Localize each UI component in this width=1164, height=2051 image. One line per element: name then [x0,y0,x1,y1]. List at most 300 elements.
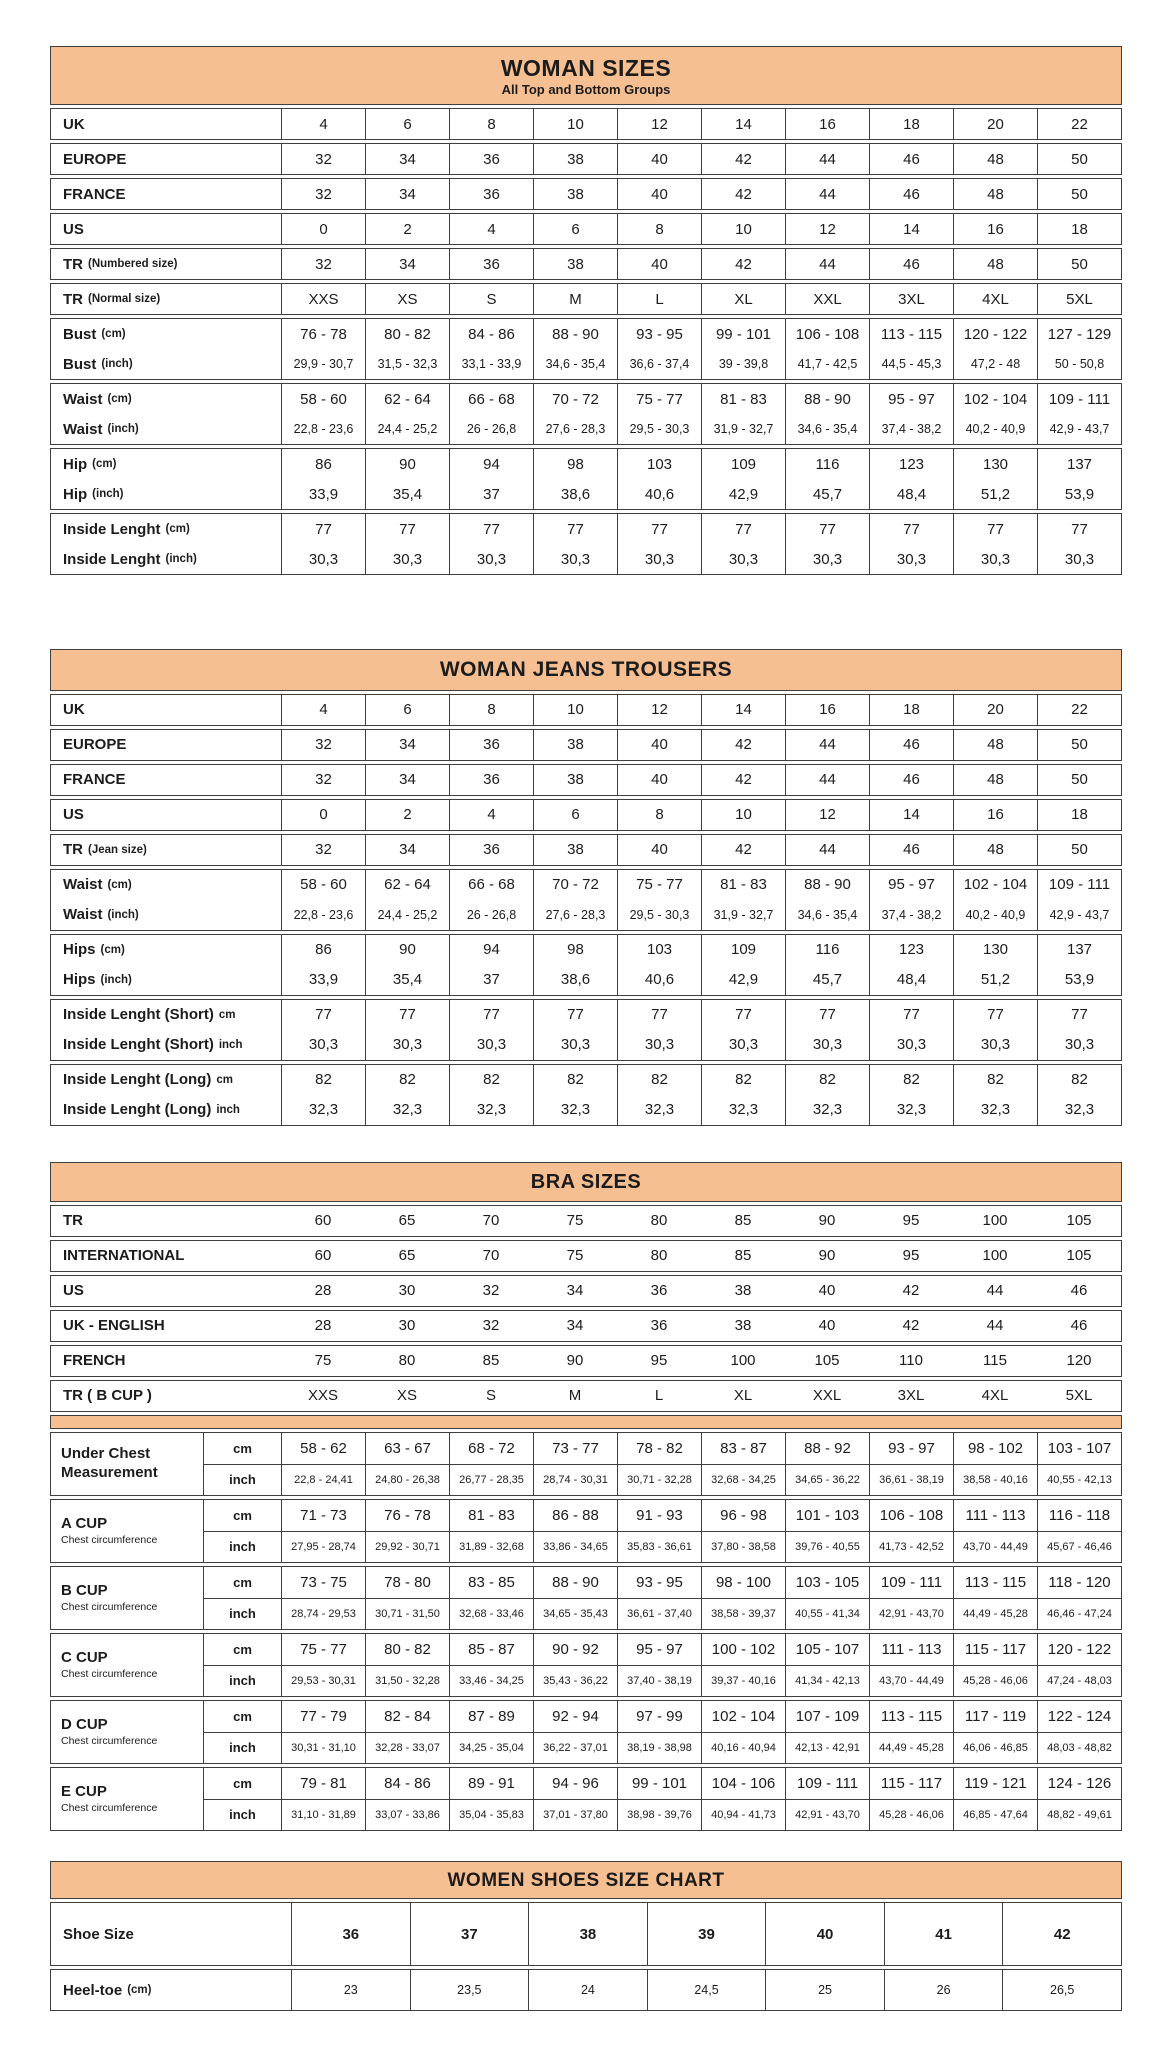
row-label [51,249,281,279]
women-shoes-size-chart-table [50,1861,1122,2012]
size-value-cell: 77 [281,514,365,544]
size-value-cell: 28,74 - 29,53 [281,1598,365,1629]
size-value-cell: 32 [482,1317,500,1335]
row-label-main: TR [63,1212,83,1230]
size-value-cell: 35,43 - 36,22 [533,1665,617,1696]
row-label [51,1311,281,1341]
woman-jeans-trousers-table [50,649,1122,1125]
row-label-sub: (Jean size) [88,843,147,856]
size-value-cell: 37,80 - 38,58 [701,1531,785,1562]
row-label [51,179,281,209]
size-value-cell: 40,6 [617,479,701,509]
size-value-cell: 50 [1037,765,1121,795]
size-value-cell: 44,49 - 45,28 [953,1598,1037,1629]
size-value-cell: 34 [365,835,449,865]
size-value-cell: 122 - 124 [1037,1701,1121,1732]
size-value-cell: 41,34 - 42,13 [785,1665,869,1696]
size-value-cell: 45,7 [785,479,869,509]
unit-label: cm [203,1634,281,1665]
size-value-cell: 83 - 87 [701,1433,785,1464]
size-value-cell: 22,8 - 23,6 [281,900,365,930]
size-value-cell: 30,3 [953,1030,1037,1060]
size-value-cell: 80 - 82 [365,1634,449,1665]
size-value-cell: 32,3 [365,1095,449,1125]
size-value-cell: 81 - 83 [701,870,785,900]
size-value-cell: 36,6 - 37,4 [617,349,701,379]
size-value-cell: 50 - 50,8 [1037,349,1121,379]
size-value-cell: 30,3 [869,1030,953,1060]
size-value-cell: 16 [785,695,869,725]
size-value-cell: 31,9 - 32,7 [701,414,785,444]
row-label [51,1634,203,1696]
row-label-main: UK [63,701,85,719]
size-value-cell: 60 [314,1247,332,1265]
row-label-main: Bust [63,325,97,343]
size-value-cell: 53,9 [1037,965,1121,995]
size-value-cell: S [485,1387,496,1405]
size-value-cell: 44 [785,144,869,174]
row-label-main: Waist [63,876,103,894]
size-value-cell: 40,2 - 40,9 [953,900,1037,930]
row-label-main: D CUP [61,1715,108,1733]
size-value-cell: 36 [650,1317,668,1335]
size-value-cell: 102 - 104 [953,870,1037,900]
size-value-cell: 3XL [869,284,953,314]
table-subtitle: All Top and Bottom Groups [501,82,671,98]
size-value-cell: 34,6 - 35,4 [533,349,617,379]
table-row-group [50,799,1122,831]
size-value-cell: 32,68 - 33,46 [449,1598,533,1629]
size-value-cell: 105 - 107 [785,1634,869,1665]
size-value-cell: 32,3 [1037,1095,1121,1125]
size-value-cell: 113 - 115 [869,1701,953,1732]
size-value-cell: 137 [1037,449,1121,479]
row-label-main: Waist [63,420,103,438]
size-value-cell: 32 [281,730,365,760]
size-value-cell: 31,10 - 31,89 [281,1799,365,1830]
size-value-cell: 30,3 [365,1030,449,1060]
row-label-main: TR [63,290,83,308]
size-value-cell: 36,61 - 37,40 [617,1598,701,1629]
size-value-cell: 33,86 - 34,65 [533,1531,617,1562]
size-value-cell: 40,55 - 42,13 [1037,1464,1121,1495]
size-value-cell: 95 - 97 [869,870,953,900]
size-value-cell: 46,85 - 47,64 [953,1799,1037,1830]
size-value-cell: 16 [953,800,1037,830]
size-value-cell: 36 [449,144,533,174]
size-value-cell: 113 - 115 [869,319,953,349]
size-value-cell: 38,6 [533,965,617,995]
table-row-group [50,213,1122,245]
row-label [51,1346,281,1376]
size-value-cell: 32,3 [617,1095,701,1125]
size-value-cell: 39 [647,1903,766,1965]
size-value-cell: 30,3 [449,1030,533,1060]
size-value-cell: 95 [902,1247,920,1265]
size-value-cell: 109 - 111 [785,1768,869,1799]
size-value-cell: 98 [533,935,617,965]
size-value-cell: 77 [785,514,869,544]
size-value-cell: 85 [482,1352,500,1370]
table-row-group [50,764,1122,796]
size-value-cell: 90 - 92 [533,1634,617,1665]
row-label-main: FRENCH [63,1352,126,1370]
size-value-cell: 82 [953,1065,1037,1095]
size-value-cell: 83 - 85 [449,1567,533,1598]
row-label-main: A CUP [61,1514,108,1532]
row-label [51,284,281,314]
size-value-cell: 44,49 - 45,28 [869,1732,953,1763]
size-value-cell: 30,3 [785,1030,869,1060]
size-value-cell: 32,3 [869,1095,953,1125]
size-value-cell: 44 [785,179,869,209]
size-value-cell: 38 [734,1282,752,1300]
table-row-group [50,248,1122,280]
size-value-cell: 40,16 - 40,94 [701,1732,785,1763]
size-value-cell: 48,4 [869,479,953,509]
size-value-cell: 50 [1037,179,1121,209]
size-value-cell: 4XL [981,1387,1009,1405]
row-label-main: Bust [63,355,97,373]
size-value-cell: 26 - 26,8 [449,414,533,444]
size-value-cell: 103 [617,449,701,479]
size-value-cell: 27,6 - 28,3 [533,900,617,930]
size-value-cell: 8 [449,695,533,725]
size-value-cell: 46 [869,179,953,209]
size-value-cell: 8 [617,214,701,244]
size-value-cell: 6 [365,695,449,725]
size-value-cell: 28,74 - 30,31 [533,1464,617,1495]
size-value-cell: 94 [449,449,533,479]
size-value-cell: 58 - 60 [281,870,365,900]
size-value-cell: 48 [953,765,1037,795]
row-label [51,1701,203,1763]
size-value-cell: 42 [701,765,785,795]
size-value-cell: 40 [617,249,701,279]
size-value-cell: XXS [281,284,365,314]
row-label-main: Hips [63,971,96,989]
size-value-cell: S [449,284,533,314]
size-value-cell: 88 - 92 [785,1433,869,1464]
size-value-cell: 12 [617,695,701,725]
row-label-main: TR [63,255,83,273]
size-value-cell: 80 - 82 [365,319,449,349]
size-value-cell: 84 - 86 [449,319,533,349]
size-value-cell: 66 - 68 [449,384,533,414]
size-value-cell: 81 - 83 [449,1500,533,1531]
size-value-cell: 14 [869,214,953,244]
size-value-cell: 6 [533,214,617,244]
size-value-cell: 34 [365,765,449,795]
size-value-cell: 33,46 - 34,25 [449,1665,533,1696]
size-value-cell: 32,3 [785,1095,869,1125]
size-value-cell: 35,83 - 36,61 [617,1531,701,1562]
row-label [51,479,281,509]
size-value-cell: 97 - 99 [617,1701,701,1732]
unit-label: inch [203,1598,281,1629]
size-value-cell: 40 [765,1903,884,1965]
size-value-cell: 95 - 97 [869,384,953,414]
size-value-cell: 4 [449,214,533,244]
size-value-cell: 20 [953,695,1037,725]
size-value-cell: 77 [869,1000,953,1030]
size-value-cell: 22,8 - 23,6 [281,414,365,444]
size-value-cell: 6 [533,800,617,830]
table-row-group [50,934,1122,996]
size-value-cell: 82 [617,1065,701,1095]
row-label [51,1241,281,1271]
row-label-sub: Chest circumference [61,1667,158,1680]
size-value-cell: 77 [785,1000,869,1030]
size-value-cell: 31,5 - 32,3 [365,349,449,379]
size-value-cell: 76 - 78 [365,1500,449,1531]
size-value-cell: 32,3 [533,1095,617,1125]
size-value-cell: XXL [785,284,869,314]
size-value-cell: 43,70 - 44,49 [869,1665,953,1696]
size-value-cell: 116 [785,935,869,965]
size-value-cell: 18 [869,695,953,725]
size-value-cell: 40,6 [617,965,701,995]
size-value-cell: 96 - 98 [701,1500,785,1531]
table-row-group [50,999,1122,1061]
size-value-cell: 40,55 - 41,34 [785,1598,869,1629]
size-value-cell: 123 [869,935,953,965]
size-value-cell: 120 - 122 [1037,1634,1121,1665]
size-value-cell: 5XL [1037,284,1121,314]
size-value-cell: 32,68 - 34,25 [701,1464,785,1495]
size-value-cell: 30,3 [701,544,785,574]
size-value-cell: 38,6 [533,479,617,509]
size-value-cell: 46 [869,765,953,795]
size-value-cell: 45,7 [785,965,869,995]
row-label [51,1433,203,1495]
size-value-cell: 94 [449,935,533,965]
size-value-cell: 18 [869,109,953,139]
row-label [51,1567,203,1629]
size-value-cell: 82 - 84 [365,1701,449,1732]
row-label [51,544,281,574]
row-label-main: Hip [63,455,88,473]
size-value-cell: XXL [812,1387,842,1405]
row-label [51,1065,281,1095]
size-value-cell: 38 [533,249,617,279]
size-value-cell: 22 [1037,109,1121,139]
size-value-cell: 89 - 91 [449,1768,533,1799]
size-value-cell: 30,3 [869,544,953,574]
size-value-cell: 12 [617,109,701,139]
size-value-cell: 36 [449,730,533,760]
size-value-cell: 50 [1037,249,1121,279]
size-value-cell: 98 - 102 [953,1433,1037,1464]
size-value-cell: 37,4 - 38,2 [869,900,953,930]
row-label-main: Waist [63,906,103,924]
table-row-group [50,834,1122,866]
size-value-cell: 34 [365,179,449,209]
row-label-main: E CUP [61,1782,107,1800]
table-header [50,1162,1122,1202]
row-label [51,349,281,379]
unit-label: cm [203,1567,281,1598]
size-value-cell: 34 [566,1282,584,1300]
size-value-cell: 111 - 113 [953,1500,1037,1531]
size-value-cell: 77 [449,1000,533,1030]
woman-sizes-table [50,46,1122,575]
size-value-cell: 37 [410,1903,529,1965]
size-value-cell: 27,6 - 28,3 [533,414,617,444]
size-value-cell: 2 [365,800,449,830]
row-label-main: EUROPE [63,736,127,754]
size-value-cell: 70 - 72 [533,870,617,900]
size-value-cell: 127 - 129 [1037,319,1121,349]
size-value-cell: 99 - 101 [617,1768,701,1799]
size-value-cell: 45,28 - 46,06 [869,1799,953,1830]
table-row-group [50,1633,1122,1697]
size-value-cell: 48,4 [869,965,953,995]
size-value-cell: 33,1 - 33,9 [449,349,533,379]
size-value-cell: 85 [734,1212,752,1230]
size-value-cell: 30,3 [953,544,1037,574]
unit-label: inch [203,1799,281,1830]
row-label-sub: inch [218,1038,243,1051]
size-value-cell: 90 [818,1212,836,1230]
row-label-main: Inside Lenght (Long) [63,1071,212,1089]
row-label-sub: inch [216,1103,240,1116]
size-value-cell: 40 [617,765,701,795]
size-value-cell: 53,9 [1037,479,1121,509]
size-value-cell: 42 [701,730,785,760]
row-label-sub: Chest circumference [61,1801,158,1814]
size-value-cell: 47,2 - 48 [953,349,1037,379]
row-label-sub: (cm) [127,1984,152,1997]
row-label [51,835,281,865]
size-value-cell: 42 [902,1282,920,1300]
size-value-cell: 32 [281,835,365,865]
size-value-cell: 51,2 [953,479,1037,509]
size-value-cell: 63 - 67 [365,1433,449,1464]
size-value-cell: 37,4 - 38,2 [869,414,953,444]
bra-sizes-table [50,1162,1122,1831]
row-label [51,1500,203,1562]
table-header [50,1861,1122,1900]
size-value-cell: 76 - 78 [281,319,365,349]
size-value-cell: 73 - 75 [281,1567,365,1598]
size-value-cell: 82 [1037,1065,1121,1095]
row-label [51,1381,281,1411]
size-value-cell: 32,3 [953,1095,1037,1125]
row-label [51,900,281,930]
unit-label: cm [203,1768,281,1799]
row-label-sub: cm [218,1008,236,1021]
size-value-cell: 29,5 - 30,3 [617,900,701,930]
size-value-cell: 42 [701,144,785,174]
size-value-cell: 32 [281,144,365,174]
size-value-cell: 106 - 108 [869,1500,953,1531]
size-value-cell: 34,65 - 36,22 [785,1464,869,1495]
size-value-cell: 35,4 [365,965,449,995]
size-value-cell: 48 [953,249,1037,279]
row-label-main: Inside Lenght (Short) [63,1006,214,1024]
size-value-cell: 58 - 62 [281,1433,365,1464]
size-value-cell: 82 [701,1065,785,1095]
size-value-cell: 12 [785,214,869,244]
size-value-cell: 95 [650,1352,668,1370]
table-row-group [50,178,1122,210]
size-value-cell: 107 - 109 [785,1701,869,1732]
size-value-cell: 42,9 [701,965,785,995]
size-value-cell: 46 [869,249,953,279]
size-value-cell: 77 [953,514,1037,544]
size-value-cell: 32,3 [281,1095,365,1125]
row-label-main: Waist [63,390,103,408]
table-row-group [50,513,1122,575]
size-value-cell: 80 [650,1247,668,1265]
size-value-cell: 48,03 - 48,82 [1037,1732,1121,1763]
table-title: WOMAN JEANS TROUSERS [439,658,733,682]
size-value-cell: 39 - 39,8 [701,349,785,379]
size-value-cell: 44 [785,835,869,865]
size-value-cell: 44 [785,730,869,760]
row-label [51,1000,281,1030]
size-value-cell: 115 - 117 [869,1768,953,1799]
section-divider [50,1415,1122,1429]
size-value-cell: 4 [281,109,365,139]
size-value-cell: 30 [398,1317,416,1335]
size-value-cell: 44 [986,1282,1004,1300]
size-value-cell: 48 [953,835,1037,865]
size-value-cell: 77 [869,514,953,544]
size-value-cell: 38 [533,835,617,865]
size-value-cell: 77 [617,514,701,544]
size-value-cell: 22 [1037,695,1121,725]
table-row-group [50,1432,1122,1496]
size-value-cell: 38 [528,1903,647,1965]
row-label-sub: (inch) [107,908,139,921]
unit-label: cm [203,1500,281,1531]
size-value-cell: 86 [281,935,365,965]
size-value-cell: 44 [785,249,869,279]
size-value-cell: 38 [734,1317,752,1335]
size-value-cell: 42 [701,249,785,279]
size-value-cell: 79 - 81 [281,1768,365,1799]
size-value-cell: 120 - 122 [953,319,1037,349]
size-value-cell: 32,28 - 33,07 [365,1732,449,1763]
size-value-cell: 10 [701,214,785,244]
row-label-main: Hips [63,941,96,959]
row-label-sub: (Normal size) [88,293,161,306]
row-label [51,1768,203,1830]
size-value-cell: 30,3 [533,1030,617,1060]
row-label [51,319,281,349]
size-value-cell: 92 - 94 [533,1701,617,1732]
size-value-cell: 42,13 - 42,91 [785,1732,869,1763]
size-value-cell: 24,80 - 26,38 [365,1464,449,1495]
size-value-cell: 38,58 - 39,37 [701,1598,785,1629]
size-value-cell: 90 [365,935,449,965]
size-value-cell: 40 [617,730,701,760]
row-label [51,965,281,995]
size-value-cell: 41,7 - 42,5 [785,349,869,379]
size-value-cell: 46 [869,144,953,174]
row-label-main: Inside Lenght (Long) [63,1101,212,1119]
size-chart-page [50,46,1122,2011]
row-label [51,514,281,544]
table-row-group [50,1345,1122,1377]
size-value-cell: 14 [869,800,953,830]
size-value-cell: 100 [982,1212,1008,1230]
size-value-cell: 90 [818,1247,836,1265]
size-value-cell: 82 [533,1065,617,1095]
size-value-cell: 102 - 104 [701,1701,785,1732]
